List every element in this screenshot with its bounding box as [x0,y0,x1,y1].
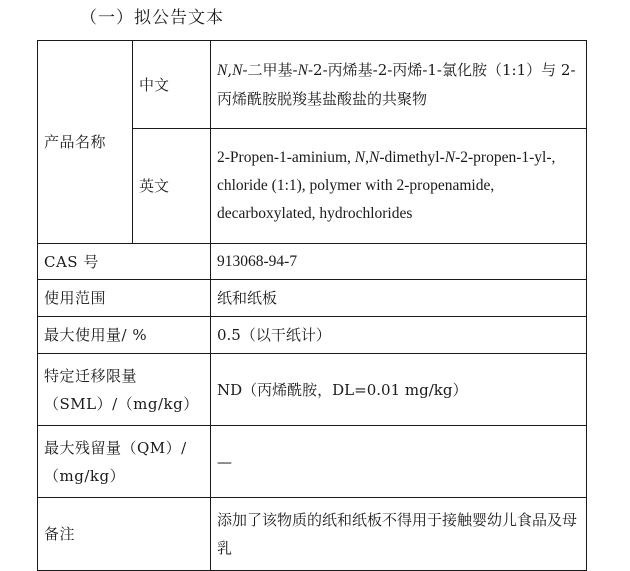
table-row [38,498,587,571]
cas-label: CAS 号 [38,244,211,280]
scope-label: 使用范围 [38,280,211,317]
qm-label: 最大残留量（QM）/（mg/kg） [38,426,211,498]
sml-value: ND（丙烯酰胺，DL=0.01 mg/kg） [211,354,587,426]
max-use-label: 最大使用量/ % [38,317,211,354]
chinese-name-label: 中文 [133,41,211,129]
product-name-label: 产品名称 [38,41,133,244]
announcement-table [37,40,587,571]
table-row [38,317,587,354]
table-row [38,41,587,129]
table-row [38,426,587,498]
table-row [38,280,587,317]
table-row [38,354,587,426]
remarks-label: 备注 [38,498,211,571]
cas-value: 913068-94-7 [211,244,587,280]
table-row [38,244,587,280]
english-name-value: 2-Propen-1-aminium, N,N-dimethyl-N-2-propen-1-yl-, chloride (1:1), polymer with 2-propenamide, decarboxylated, hydrochlorides [211,129,587,244]
max-use-value: 0.5（以干纸计） [211,317,587,354]
scope-value: 纸和纸板 [211,280,587,317]
remarks-value: 添加了该物质的纸和纸板不得用于接触婴幼儿食品及母乳 [211,498,587,571]
section-heading: （一）拟公告文本 [80,8,224,28]
chinese-name-value: N,N-二甲基-N-2-丙烯基-2-丙烯-1-氯化胺（1:1）与 2-丙烯酰胺脱羧基盐酸盐的共聚物 [211,41,587,129]
english-name-label: 英文 [133,129,211,244]
qm-value: — [211,426,587,498]
sml-label: 特定迁移限量（SML）/（mg/kg） [38,354,211,426]
